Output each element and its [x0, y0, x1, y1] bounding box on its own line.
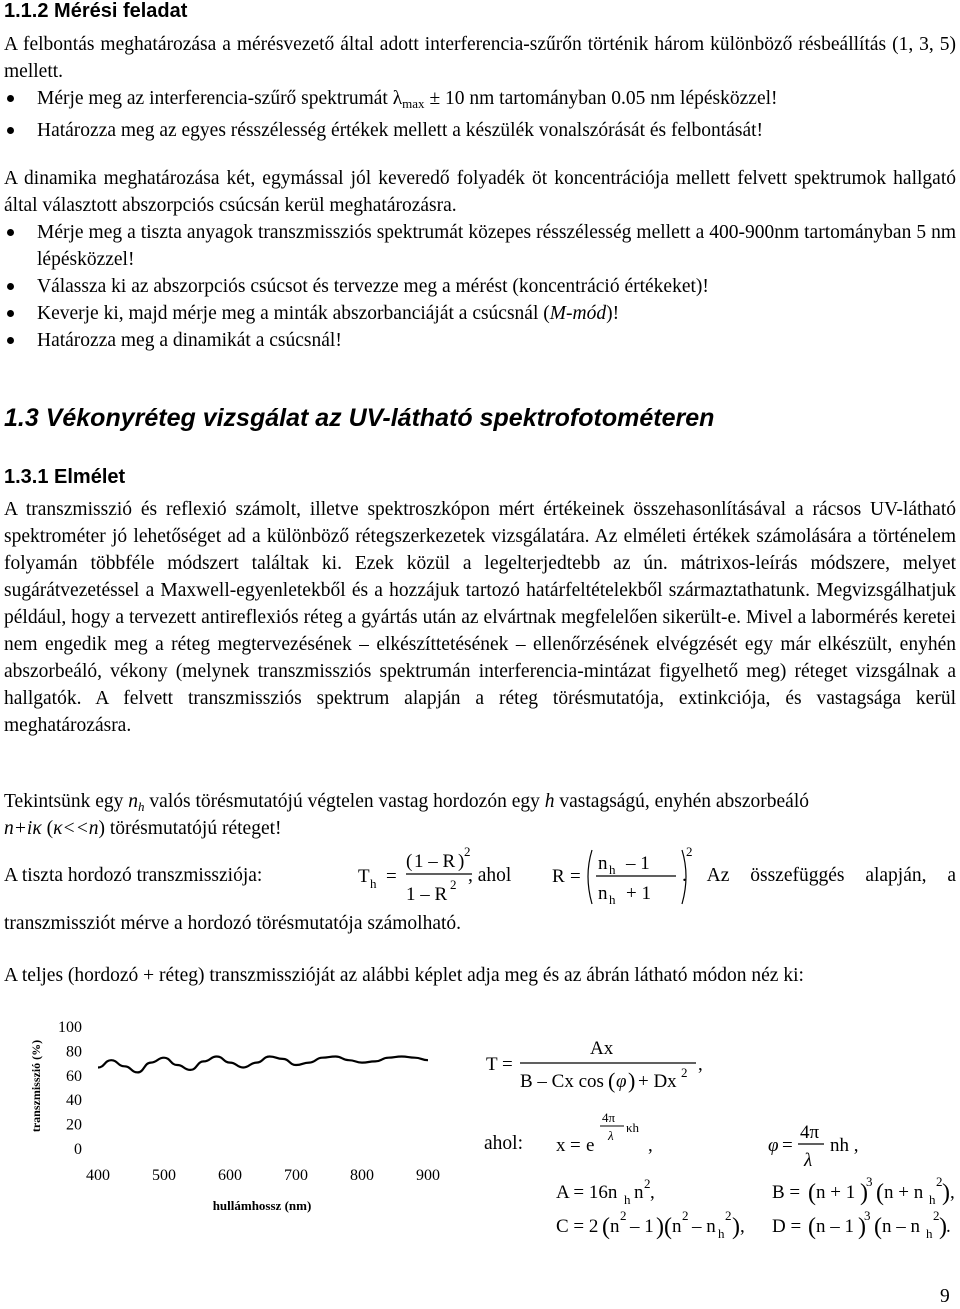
- paragraph-dynamics-intro: A dinamika meghatározása két, egymással jól keveredő folyadék öt koncentrációja mellett felvett spektrumok hallgató által választott abszorpciós csúcsán kerül meghatározásra.: [4, 168, 956, 216]
- svg-text:B =: B =: [772, 1182, 801, 1203]
- y-tick-label: 20: [66, 1116, 82, 1134]
- svg-text:,: ,: [950, 1182, 955, 1203]
- svg-text:λ: λ: [804, 1150, 813, 1171]
- ahol-label: ahol:: [484, 1133, 523, 1154]
- svg-text:2: 2: [725, 1208, 732, 1223]
- svg-text:C = 2: C = 2: [556, 1216, 599, 1237]
- y-tick-label: 40: [66, 1092, 82, 1110]
- symbol-n: n: [128, 791, 139, 812]
- section-heading-13: 1.3 Vékonyréteg vizsgálat az UV-látható spektrofotométeren: [4, 404, 715, 432]
- svg-text:+ 1: + 1: [626, 883, 651, 904]
- y-tick-label: 100: [58, 1019, 82, 1036]
- svg-text:D =: D =: [772, 1216, 802, 1237]
- svg-text:2: 2: [620, 1208, 627, 1223]
- substrate-text: A tiszta hordozó transzmissziója:: [4, 865, 263, 886]
- svg-text:nh ,: nh ,: [830, 1135, 859, 1156]
- svg-text:κh: κh: [626, 1120, 640, 1135]
- svg-text:h: h: [926, 1226, 933, 1241]
- svg-text:2: 2: [644, 1176, 651, 1191]
- svg-text:h: h: [609, 862, 616, 877]
- bullet-item: Mérje meg a tiszta anyagok transzmissziós spektrumát közepes résszélesség mellett a 400-900nm tartományban 5 nm lépésközzel!: [4, 219, 956, 273]
- svg-text:– 1: – 1: [630, 1216, 654, 1237]
- equation-r: [546, 842, 696, 910]
- svg-text:n: n: [634, 1182, 644, 1203]
- svg-text:– 1: – 1: [626, 853, 650, 874]
- page-number: 9: [940, 1286, 950, 1307]
- svg-text:T: T: [358, 866, 370, 887]
- equation-b: [768, 1170, 958, 1210]
- svg-text:=: =: [502, 1054, 513, 1075]
- paragraph-consider-line2: [4, 815, 282, 842]
- svg-text:R: R: [552, 866, 565, 887]
- svg-text:,: ,: [650, 1182, 655, 1203]
- bullet-italic: M-mód: [549, 303, 607, 324]
- full-transmission-text: A teljes (hordozó + réteg) transzmisszióját az alábbi képlet adja meg és az ábrán látható módon néz ki:: [4, 965, 804, 986]
- x-tick-label: 700: [284, 1167, 308, 1184]
- svg-text:x: x: [556, 1135, 566, 1156]
- symbol-h: h: [544, 791, 555, 812]
- x-tick-label: 600: [218, 1167, 242, 1184]
- bullet-item: Válassza ki az abszorpciós csúcsot és tervezze meg a mérést (koncentráció értékeket)!: [4, 273, 956, 300]
- lambda-subscript: max: [402, 96, 425, 111]
- svg-text:h: h: [624, 1192, 631, 1207]
- svg-text:+ Dx: + Dx: [638, 1071, 677, 1092]
- equation-d: [768, 1206, 958, 1246]
- symbol-kappa-condition: κ<<n: [53, 818, 99, 839]
- svg-text:– n: – n: [692, 1216, 716, 1237]
- paragraph-theory: A transzmisszió és reflexió számolt, illetve spektroszkópon mért értékeinek összehasonlításával a rácsos UV-látható spektrométer jó lehetőséget ad a különböző rétegszerkezetek vizsgálatára. Az elméleti értékek számolására a történelem folyamán többféle módszert találtak ki. Ezek közül a legelterjedtebb az ún. mátrixos-leírás módszere, melyet sugárátvezetéssel a Maxwell-egyenletekből és a hozzájuk tartozó határfeltételekből származtathatunk. Megvizsgálhatjuk például, hogy a tervezett antireflexiós réteg a gyártás után az elvártnak megfelelően sikerült-e. Mivel a labormérés keretei nem engedik meg a réteg megtervezésének – elkészíttetésének – ellenőrzésének elvégzését egy már elkészült, enyhén abszorbeáló, vékony (melynek transzmissziós spektrumán interferencia-mintázat figyelhető meg) réteget vizsgálnak a hallgatók. A felvett transzmissziós spektrum alapján a réteg törésmutatója, extinkciója, és vastagsága kerül meghatározásra.: [4, 499, 956, 736]
- svg-text:h: h: [718, 1226, 725, 1241]
- text-run: ) törésmutatójú réteget!: [98, 818, 282, 839]
- svg-text:φ: φ: [768, 1135, 779, 1156]
- chart-ylabel: transzmisszió (%): [29, 1039, 43, 1133]
- svg-text:): ): [732, 1214, 740, 1240]
- bullet-item: [4, 300, 956, 327]
- svg-text:n – 1: n – 1: [816, 1216, 854, 1237]
- svg-text:): ): [458, 851, 465, 872]
- bullet-list-resolution: [4, 85, 956, 144]
- svg-text:2: 2: [686, 844, 693, 859]
- svg-text:4π: 4π: [800, 1122, 820, 1143]
- svg-text:2: 2: [936, 1174, 943, 1189]
- svg-text:(: (: [808, 1214, 816, 1240]
- svg-text:φ: φ: [616, 1071, 627, 1092]
- svg-text:(: (: [406, 851, 413, 872]
- svg-text:n: n: [672, 1216, 682, 1237]
- svg-text:h: h: [609, 892, 616, 907]
- svg-text:): ): [858, 1214, 866, 1240]
- bullet-text: )!: [606, 303, 620, 324]
- svg-text:.: .: [946, 1216, 951, 1237]
- bullet-text: Mérje meg az interferencia-szűrő spektrumát λ: [37, 88, 403, 109]
- svg-text:e: e: [586, 1135, 595, 1156]
- bullet-list-dynamics: [4, 219, 956, 354]
- svg-text:,: ,: [740, 1216, 745, 1237]
- svg-text:n – n: n – n: [882, 1216, 920, 1237]
- y-tick-label: 0: [74, 1141, 82, 1158]
- x-tick-label: 900: [416, 1167, 440, 1184]
- equation-c: [552, 1206, 772, 1246]
- svg-text:)(: )(: [656, 1214, 672, 1240]
- svg-text:2: 2: [450, 877, 457, 892]
- equation-x: [550, 1104, 670, 1164]
- transmission-chart: [20, 1010, 460, 1220]
- svg-text:(: (: [874, 1214, 882, 1240]
- svg-text:n + 1: n + 1: [816, 1182, 856, 1203]
- substrate-text-b: . Az összefüggés alapján, a: [682, 865, 956, 886]
- svg-text:): ): [628, 1068, 636, 1093]
- svg-text:,: ,: [698, 1054, 703, 1075]
- chart-ticks: [58, 1019, 440, 1184]
- svg-text:=: =: [782, 1135, 793, 1156]
- svg-text:n: n: [610, 1216, 620, 1237]
- svg-text:n + n: n + n: [884, 1182, 924, 1203]
- symbol-complex-index: n+iκ: [4, 818, 42, 839]
- y-tick-label: 60: [66, 1067, 82, 1085]
- svg-text:n: n: [598, 883, 608, 904]
- equation-t: [482, 1030, 722, 1100]
- bullet-text: Keverje ki, majd mérje meg a minták abszorbanciáját a csúcsnál (: [37, 303, 550, 324]
- text-run: Tekintsünk egy: [4, 791, 129, 812]
- text-run: (: [41, 818, 54, 839]
- paragraph-resolution-intro: A felbontás meghatározása a mérésvezető által adott interferencia-szűrőn történik három különböző résbeállítás (1, 3, 5) mellett.: [4, 34, 956, 82]
- svg-text:2: 2: [681, 1065, 688, 1080]
- chart-series: [98, 1057, 428, 1073]
- svg-text:1 – R: 1 – R: [406, 884, 448, 905]
- text-run: vastagságú, enyhén abszorbeáló: [554, 791, 809, 812]
- svg-text:2: 2: [464, 844, 471, 859]
- svg-text:): ): [939, 1214, 947, 1240]
- svg-text:Ax: Ax: [590, 1038, 614, 1059]
- bullet-item: [4, 85, 956, 117]
- equation-a: [552, 1174, 692, 1210]
- bullet-item: Határozza meg a dinamikát a csúcsnál!: [4, 327, 956, 354]
- chart-xlabel: hullámhossz (nm): [212, 1198, 312, 1213]
- svg-text:n: n: [598, 853, 608, 874]
- svg-text:): ): [942, 1180, 950, 1206]
- svg-text:2: 2: [933, 1208, 940, 1223]
- text-run: valós törésmutatójú végtelen vastag hordozón egy: [144, 791, 545, 812]
- x-tick-label: 400: [86, 1167, 110, 1184]
- svg-text:1 – R: 1 – R: [414, 851, 456, 872]
- svg-text:(: (: [876, 1180, 884, 1206]
- svg-text:h: h: [929, 1192, 936, 1207]
- svg-text:=: =: [386, 866, 397, 887]
- svg-text:=: =: [570, 1135, 581, 1156]
- svg-text:4π: 4π: [602, 1110, 616, 1125]
- symbol-sub-h: h: [138, 799, 145, 814]
- bullet-text: ± 10 nm tartományban 0.05 nm lépésközzel!: [424, 88, 778, 109]
- series-line: [98, 1057, 428, 1073]
- svg-text:A = 16n: A = 16n: [556, 1182, 618, 1203]
- bullet-item: Határozza meg az egyes résszélesség értékek mellett a készülék vonalszórását és felbontását!: [4, 117, 956, 144]
- x-tick-label: 800: [350, 1167, 374, 1184]
- y-tick-label: 80: [66, 1043, 82, 1061]
- svg-text:3: 3: [864, 1208, 871, 1223]
- svg-text:B – Cx cos: B – Cx cos: [520, 1071, 604, 1092]
- svg-text:(: (: [808, 1180, 816, 1206]
- svg-text:3: 3: [866, 1174, 873, 1189]
- section-heading-112: 1.1.2 Mérési feladat: [4, 0, 188, 22]
- svg-text:=: =: [570, 866, 581, 887]
- svg-text:h: h: [370, 876, 377, 891]
- svg-text:2: 2: [682, 1208, 689, 1223]
- substrate-ahol: , ahol: [468, 865, 512, 886]
- substrate-text-c: transzmissziót mérve a hordozó törésmutatója számolható.: [4, 913, 462, 934]
- svg-text:,: ,: [648, 1135, 653, 1156]
- section-heading-131: 1.3.1 Elmélet: [4, 466, 126, 488]
- svg-text:λ: λ: [608, 1128, 614, 1143]
- svg-text:): ): [860, 1180, 868, 1206]
- svg-text:(: (: [602, 1214, 610, 1240]
- equation-phi: [762, 1112, 882, 1172]
- x-tick-label: 500: [152, 1167, 176, 1184]
- svg-text:T: T: [486, 1054, 498, 1075]
- svg-text:(: (: [608, 1068, 616, 1093]
